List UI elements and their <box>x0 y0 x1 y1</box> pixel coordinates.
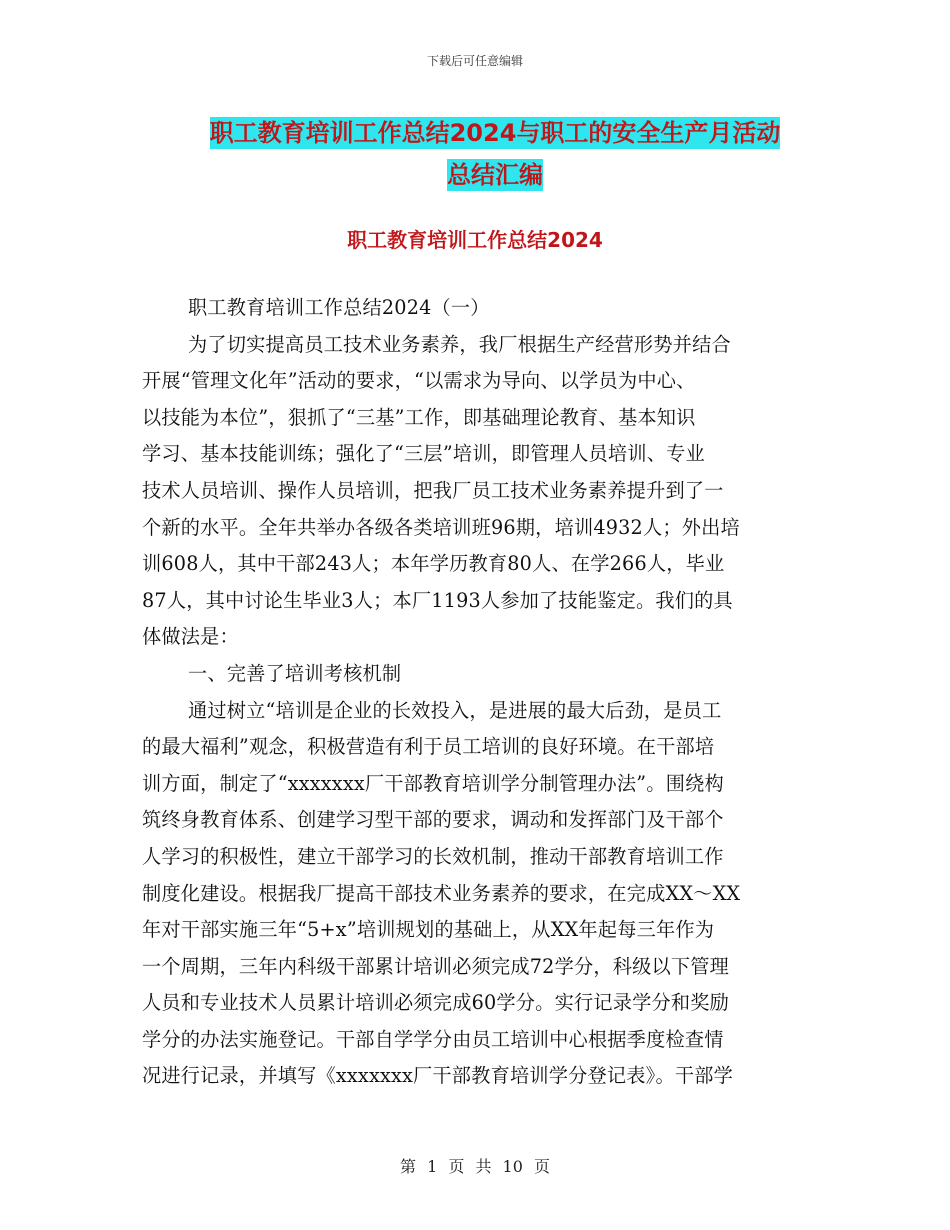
heading-line: 一、完善了培训考核机制 <box>188 661 402 685</box>
paragraph-line: 体做法是： <box>142 625 239 649</box>
paragraph-line: 制度化建设。根据我厂提高干部技术业务素养的要求，在完成XX～XX <box>142 881 741 905</box>
paragraph-line: 开展“管理文化年”活动的要求，“以需求为导向、以学员为中心、 <box>142 369 696 393</box>
paragraph-line: 人学习的积极性，建立干部学习的长效机制，推动干部教育培训工作 <box>142 844 724 868</box>
paragraph-line: 训方面，制定了“xxxxxxx厂干部教育培训学分制管理办法”。围绕构 <box>142 771 724 795</box>
paragraph-line: 况进行记录，并填写《xxxxxxx厂干部教育培训学分登记表》。干部学 <box>142 1064 734 1088</box>
paragraph-line: 87人，其中讨论生毕业3人；本厂1193人参加了技能鉴定。我们的具 <box>142 588 733 612</box>
document-title-line-2: 总结汇编 <box>447 161 543 189</box>
page-number-footer: 第 1 页 共 10 页 <box>400 1157 550 1176</box>
paragraph-line: 以技能为本位”，狠抓了“三基”工作，即基础理论教育、基本知识 <box>142 405 696 429</box>
paragraph-line: 技术人员培训、操作人员培训，把我厂员工技术业务素养提升到了一 <box>142 478 724 502</box>
paragraph-line: 人员和专业技术人员累计培训必须完成60学分。实行记录学分和奖励 <box>142 991 730 1015</box>
body-text <box>142 290 810 1095</box>
paragraph-line: 为了切实提高员工技术业务素养，我厂根据生产经营形势并结合 <box>188 332 731 356</box>
paragraph-line: 年对干部实施三年“5+x”培训规划的基础上，从XX年起每三年作为 <box>142 918 715 942</box>
paragraph-line: 学习、基本技能训练；强化了“三层”培训，即管理人员培训、专业 <box>142 442 705 466</box>
document-title <box>140 112 850 196</box>
paragraph-line: 个新的水平。全年共举办各级各类培训班96期，培训4932人；外出培 <box>142 515 740 539</box>
paragraph-line: 一个周期，三年内科级干部累计培训必须完成72学分，科级以下管理 <box>142 954 730 978</box>
paragraph-line: 的最大福利”观念，积极营造有利于员工培训的良好环境。在干部培 <box>142 735 715 759</box>
subtitle-line: 职工教育培训工作总结2024（一） <box>188 296 490 319</box>
paragraph-line: 筑终身教育体系、创建学习型干部的要求，调动和发挥部门及干部个 <box>142 808 724 832</box>
section-title: 职工教育培训工作总结2024 <box>347 228 603 252</box>
header-note: 下载后可任意编辑 <box>426 54 523 68</box>
paragraph-line: 通过树立“培训是企业的长效投入，是进展的最大后劲，是员工 <box>188 698 722 722</box>
document-title-line-1: 职工教育培训工作总结2024与职工的安全生产月活动 <box>209 119 781 147</box>
paragraph-line: 训608人，其中干部243人；本年学历教育80人、在学266人，毕业 <box>142 552 725 576</box>
paragraph-line: 学分的办法实施登记。干部自学学分由员工培训中心根据季度检查情 <box>142 1027 724 1051</box>
